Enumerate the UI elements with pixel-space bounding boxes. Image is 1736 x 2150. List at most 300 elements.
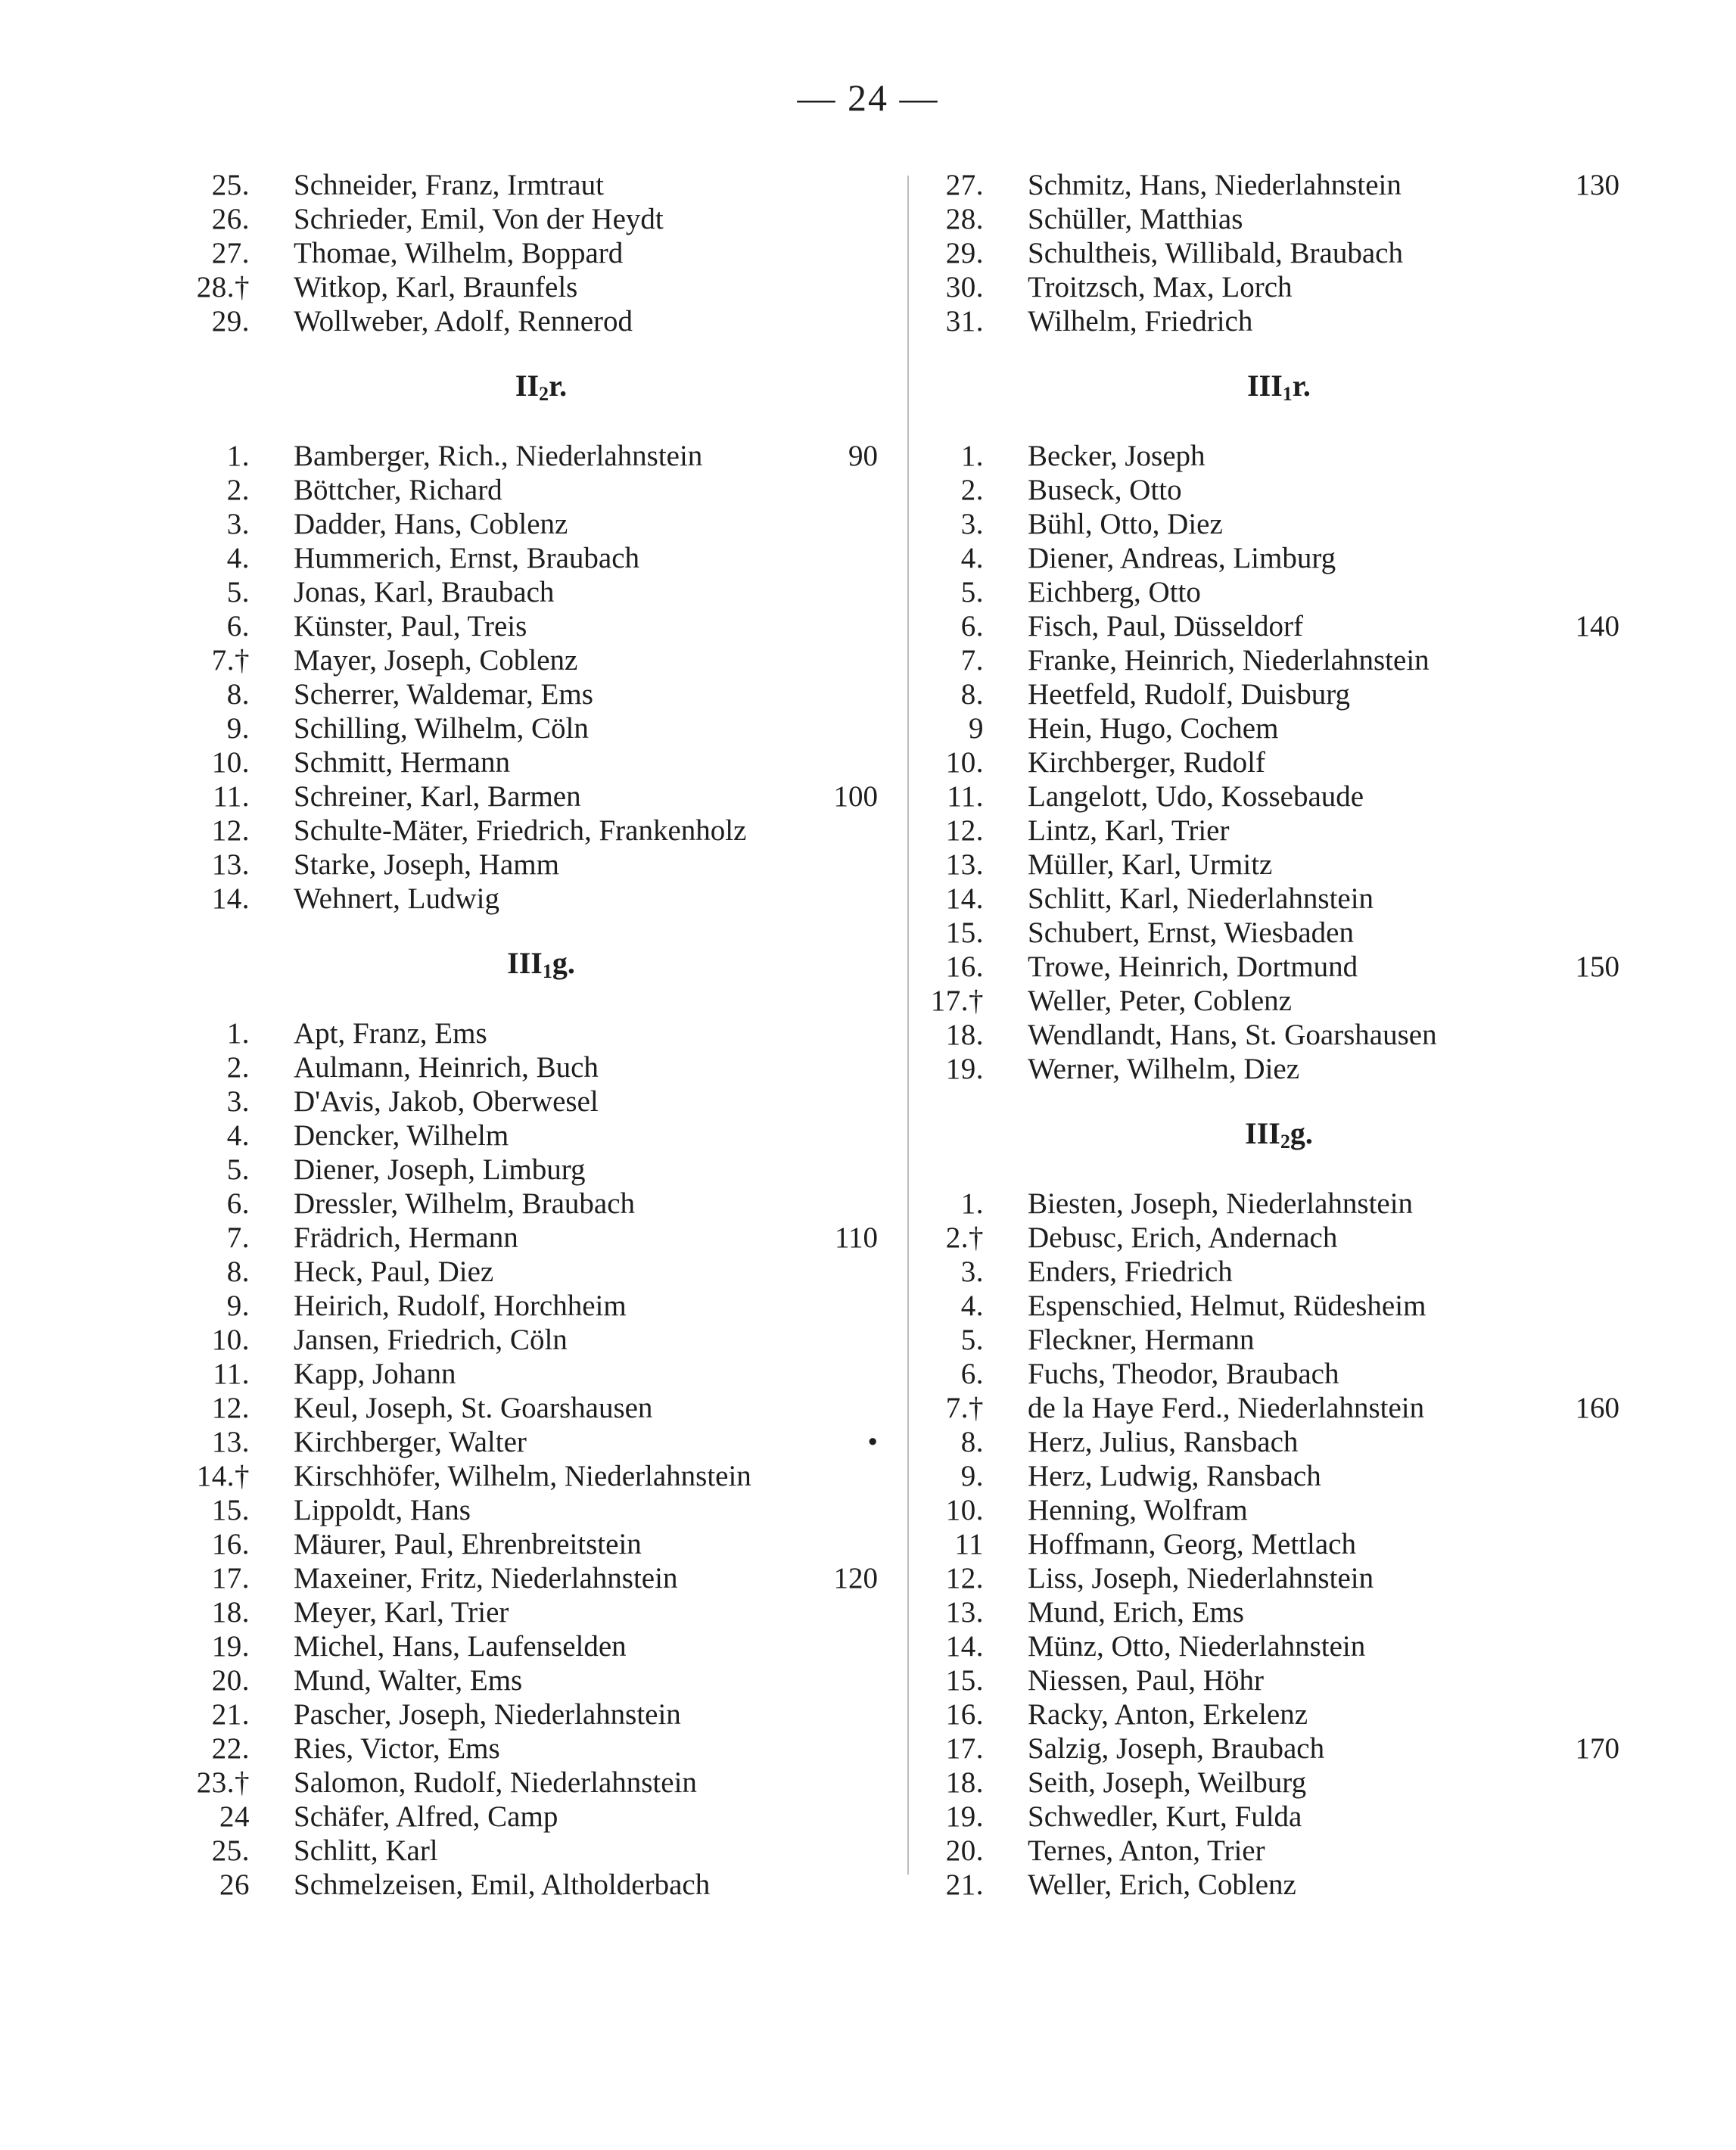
entry-number: 3. (226, 508, 250, 540)
entry-name: de la Haye Ferd., Niederlahnstein (1028, 1392, 1425, 1424)
entry-count: 90 (848, 440, 878, 472)
list-item (930, 984, 1619, 1018)
entry-name: Biesten, Joseph, Niederlahnstein (1028, 1187, 1414, 1220)
entry-name: Wollweber, Adolf, Rennerod (294, 305, 633, 338)
entry-name: Weller, Peter, Coblenz (1028, 985, 1292, 1017)
entry-number: 5. (226, 1153, 250, 1186)
list-item (938, 745, 1619, 779)
list-item (204, 1732, 878, 1766)
list-item (938, 609, 1619, 643)
entry-name: Pascher, Joseph, Niederlahnstein (294, 1698, 681, 1731)
list-item (204, 745, 878, 779)
list-item (938, 202, 1619, 236)
entry-number: 20. (945, 1834, 984, 1867)
class-heading-base: III (1247, 369, 1283, 403)
entry-name: Michel, Hans, Laufenselden (294, 1630, 627, 1663)
student-list (196, 168, 878, 338)
entry-number: 19. (945, 1053, 984, 1085)
list-item (938, 882, 1619, 916)
list-item (204, 1391, 878, 1425)
student-list (930, 439, 1619, 1086)
list-item (938, 1629, 1619, 1663)
list-item (938, 1018, 1619, 1052)
list-item (204, 1357, 878, 1391)
entry-number: 20. (211, 1664, 250, 1697)
list-item (204, 473, 878, 507)
entry-name: Werner, Wilhelm, Diez (1028, 1053, 1300, 1085)
entry-number: 17.† (930, 985, 984, 1017)
entry-number: 27. (211, 237, 250, 269)
entry-number: 18. (945, 1019, 984, 1051)
entry-count: 150 (1575, 951, 1619, 983)
entry-count: 100 (833, 780, 878, 813)
list-item (938, 1561, 1619, 1595)
list-item (204, 304, 878, 338)
entry-number: 29. (211, 305, 250, 338)
entry-number: 15. (945, 1664, 984, 1697)
list-item (196, 1459, 878, 1493)
entry-name: Espenschied, Helmut, Rüdesheim (1028, 1290, 1426, 1322)
entry-number: 1. (226, 440, 250, 472)
entry-number: 14. (945, 882, 984, 915)
entry-number: 12. (211, 814, 250, 847)
list-item (938, 1595, 1619, 1629)
list-item (938, 1766, 1619, 1800)
list-item (938, 575, 1619, 609)
entry-name: Debusc, Erich, Andernach (1028, 1221, 1338, 1254)
entry-name: Mund, Erich, Ems (1028, 1596, 1244, 1629)
entry-name: Herz, Julius, Ransbach (1028, 1426, 1299, 1458)
class-heading-subscript: 1 (542, 960, 552, 982)
list-item (204, 848, 878, 882)
entry-name: Dadder, Hans, Coblenz (294, 508, 568, 540)
entry-number: 17. (945, 1732, 984, 1765)
entry-name: Schilling, Wilhelm, Cöln (294, 712, 589, 745)
list-item (204, 779, 878, 814)
list-item (938, 541, 1619, 575)
entry-number: 19. (211, 1630, 250, 1663)
entry-number: 9. (226, 712, 250, 745)
entry-number: 14. (945, 1630, 984, 1663)
list-item (938, 643, 1619, 677)
entry-number: 16. (211, 1528, 250, 1560)
entry-name: Maxeiner, Fritz, Niederlahnstein (294, 1562, 678, 1595)
entry-number: 10. (211, 746, 250, 779)
entry-name: Müller, Karl, Urmitz (1028, 848, 1273, 881)
entry-count: 160 (1575, 1392, 1619, 1424)
list-item (938, 1732, 1619, 1766)
list-item (204, 677, 878, 711)
class-heading-suffix: r. (549, 369, 568, 403)
list-item (938, 711, 1619, 745)
list-item (938, 1527, 1619, 1561)
entry-name: Frädrich, Hermann (294, 1221, 518, 1254)
entry-name: Münz, Otto, Niederlahnstein (1028, 1630, 1366, 1663)
entry-name: Enders, Friedrich (1028, 1255, 1233, 1288)
entry-number: 22. (211, 1732, 250, 1765)
entry-number: 6. (960, 1358, 984, 1390)
list-item (204, 1425, 878, 1459)
list-item (938, 1834, 1619, 1868)
entry-number: 3. (226, 1085, 250, 1118)
entry-number: 26. (211, 203, 250, 235)
entry-count: • (867, 1426, 878, 1458)
entry-name: Starke, Joseph, Hamm (294, 848, 559, 881)
entry-name: Meyer, Karl, Trier (294, 1596, 509, 1629)
entry-number: 12. (211, 1392, 250, 1424)
list-item (204, 1697, 878, 1732)
list-item (938, 1187, 1619, 1221)
entry-name: Franke, Heinrich, Niederlahnstein (1028, 644, 1430, 677)
list-item (938, 848, 1619, 882)
class-heading (204, 946, 878, 980)
entry-name: Bamberger, Rich., Niederlahnstein (294, 440, 703, 472)
entry-name: D'Avis, Jakob, Oberwesel (294, 1085, 599, 1118)
list-item (204, 1255, 878, 1289)
entry-number: 18. (945, 1766, 984, 1799)
entry-name: Salzig, Joseph, Braubach (1028, 1732, 1325, 1765)
list-item (204, 1323, 878, 1357)
list-item (204, 1527, 878, 1561)
entry-number: 1. (960, 1187, 984, 1220)
entry-name: Schulte-Mäter, Friedrich, Frankenholz (294, 814, 747, 847)
entry-number: 10. (211, 1324, 250, 1356)
list-item (938, 779, 1619, 814)
entry-name: Eichberg, Otto (1028, 576, 1201, 608)
entry-name: Henning, Wolfram (1028, 1494, 1248, 1526)
right-column (930, 168, 1619, 1902)
entry-name: Witkop, Karl, Braunfels (294, 271, 578, 303)
entry-name: Schubert, Ernst, Wiesbaden (1028, 916, 1354, 949)
list-item (204, 236, 878, 270)
entry-number: 4. (226, 542, 250, 574)
entry-number: 7. (960, 644, 984, 677)
list-item (938, 1289, 1619, 1323)
list-item (938, 236, 1619, 270)
class-heading (938, 1116, 1619, 1153)
entry-number: 4. (226, 1119, 250, 1152)
entry-number: 11. (213, 1358, 250, 1390)
class-heading-base: II (515, 369, 540, 403)
list-item (938, 1391, 1619, 1425)
entry-number: 25. (211, 1834, 250, 1867)
entry-name: Hoffmann, Georg, Mettlach (1028, 1528, 1356, 1560)
entry-number: 8. (226, 1255, 250, 1288)
entry-number: 27. (945, 169, 984, 201)
entry-number: 19. (945, 1800, 984, 1833)
entry-number: 13. (211, 848, 250, 881)
left-column (196, 168, 878, 1902)
list-item (938, 1425, 1619, 1459)
entry-number: 5. (226, 576, 250, 608)
entry-name: Bühl, Otto, Diez (1028, 508, 1223, 540)
entry-name: Jonas, Karl, Braubach (294, 576, 555, 608)
entry-number: 16. (945, 951, 984, 983)
list-item (204, 1187, 878, 1221)
entry-number: 8. (960, 678, 984, 711)
entry-number: 12. (945, 814, 984, 847)
entry-name: Apt, Franz, Ems (294, 1017, 487, 1050)
list-item (938, 507, 1619, 541)
entry-number: 31. (945, 305, 984, 338)
entry-name: Schlitt, Karl (294, 1834, 438, 1867)
entry-name: Künster, Paul, Treis (294, 610, 527, 643)
entry-number: 17. (211, 1562, 250, 1595)
entry-number: 16. (945, 1698, 984, 1731)
entry-name: Hummerich, Ernst, Braubach (294, 542, 640, 574)
list-item (938, 1663, 1619, 1697)
entry-number: 15. (945, 916, 984, 949)
entry-number: 9 (969, 712, 984, 745)
list-item (938, 677, 1619, 711)
list-item (204, 1493, 878, 1527)
entry-name: Wilhelm, Friedrich (1028, 305, 1253, 338)
list-item (938, 168, 1619, 202)
entry-number: 9. (226, 1290, 250, 1322)
entry-name: Weller, Erich, Coblenz (1028, 1868, 1296, 1901)
entry-name: Dencker, Wilhelm (294, 1119, 509, 1152)
entry-number: 29. (945, 237, 984, 269)
column-divider (907, 176, 909, 1875)
list-item (938, 304, 1619, 338)
entry-name: Hein, Hugo, Cochem (1028, 712, 1279, 745)
entry-number: 15. (211, 1494, 250, 1526)
entry-name: Fisch, Paul, Düsseldorf (1028, 610, 1303, 643)
list-item (938, 1255, 1619, 1289)
entry-name: Kirchberger, Walter (294, 1426, 527, 1458)
entry-number: 8. (960, 1426, 984, 1458)
list-item (204, 507, 878, 541)
entry-name: Scherrer, Waldemar, Ems (294, 678, 593, 711)
entry-number: 25. (211, 169, 250, 201)
entry-number: 21. (211, 1698, 250, 1731)
student-list (938, 1187, 1619, 1902)
entry-name: Schultheis, Willibald, Braubach (1028, 237, 1403, 269)
entry-name: Schrieder, Emil, Von der Heydt (294, 203, 664, 235)
list-item (204, 541, 878, 575)
list-item (204, 1289, 878, 1323)
entry-name: Fleckner, Hermann (1028, 1324, 1255, 1356)
list-item (204, 1119, 878, 1153)
list-item (938, 473, 1619, 507)
entry-count: 110 (834, 1221, 878, 1254)
list-item (204, 643, 878, 677)
list-item (938, 1459, 1619, 1493)
list-item (204, 1629, 878, 1663)
entry-name: Kirschhöfer, Wilhelm, Niederlahnstein (294, 1460, 751, 1492)
list-item (938, 814, 1619, 848)
entry-number: 6. (960, 610, 984, 643)
entry-name: Schwedler, Kurt, Fulda (1028, 1800, 1302, 1833)
entry-number: 11. (947, 780, 984, 813)
entry-number: 23.† (196, 1766, 250, 1799)
entry-name: Jansen, Friedrich, Cöln (294, 1324, 568, 1356)
entry-number: 14.† (196, 1460, 250, 1492)
entry-number: 9. (960, 1460, 984, 1492)
entry-number: 6. (226, 610, 250, 643)
list-item (938, 1221, 1619, 1255)
entry-number: 13. (211, 1426, 250, 1458)
entry-name: Seith, Joseph, Weilburg (1028, 1766, 1307, 1799)
entry-number: 1. (226, 1017, 250, 1050)
entry-number: 5. (960, 1324, 984, 1356)
entry-name: Kirchberger, Rudolf (1028, 746, 1265, 779)
entry-name: Ries, Victor, Ems (294, 1732, 500, 1765)
entry-number: 13. (945, 848, 984, 881)
entry-name: Diener, Andreas, Limburg (1028, 542, 1336, 574)
list-item (938, 1493, 1619, 1527)
list-item (204, 202, 878, 236)
entry-name: Dressler, Wilhelm, Braubach (294, 1187, 636, 1220)
list-item (938, 950, 1619, 984)
entry-number: 8. (226, 678, 250, 711)
entry-name: Troitzsch, Max, Lorch (1028, 271, 1293, 303)
entry-number: 11. (213, 780, 250, 813)
entry-name: Schmitz, Hans, Niederlahnstein (1028, 169, 1402, 201)
entry-number: 5. (960, 576, 984, 608)
class-heading-subscript: 2 (539, 383, 549, 405)
entry-name: Langelott, Udo, Kossebaude (1028, 780, 1364, 813)
entry-number: 18. (211, 1596, 250, 1629)
list-item (938, 1697, 1619, 1732)
entry-number: 7.† (211, 644, 250, 677)
student-list (196, 1016, 878, 1902)
entry-number: 30. (945, 271, 984, 303)
entry-name: Mayer, Joseph, Coblenz (294, 644, 578, 677)
entry-name: Thomae, Wilhelm, Boppard (294, 237, 624, 269)
list-item (204, 1050, 878, 1084)
class-heading (938, 369, 1619, 403)
list-item (938, 1323, 1619, 1357)
entry-name: Buseck, Otto (1028, 474, 1182, 506)
page-number: — 24 — (797, 76, 939, 119)
entry-name: Kapp, Johann (294, 1358, 456, 1390)
entry-name: Trowe, Heinrich, Dortmund (1028, 951, 1358, 983)
entry-number: 28.† (196, 271, 250, 303)
entry-name: Heirich, Rudolf, Horchheim (294, 1290, 627, 1322)
student-list (204, 439, 878, 916)
list-item (204, 1800, 878, 1834)
list-item (204, 1595, 878, 1629)
entry-name: Lintz, Karl, Trier (1028, 814, 1230, 847)
entry-number: 3. (960, 1255, 984, 1288)
list-item (204, 814, 878, 848)
list-item (204, 882, 878, 916)
class-heading-suffix: g. (552, 946, 575, 980)
entry-name: Schmitt, Hermann (294, 746, 510, 779)
entry-name: Herz, Ludwig, Ransbach (1028, 1460, 1321, 1492)
entry-name: Wehnert, Ludwig (294, 882, 499, 915)
entry-number: 1. (960, 440, 984, 472)
list-item (204, 1868, 878, 1902)
entry-number: 24 (219, 1800, 250, 1833)
entry-number: 28. (945, 203, 984, 235)
class-heading (204, 369, 878, 403)
class-heading-subscript: 1 (1282, 383, 1293, 405)
list-item (938, 270, 1619, 304)
entry-number: 2.† (945, 1221, 984, 1254)
entry-number: 26 (219, 1868, 250, 1901)
list-item (204, 711, 878, 745)
entry-number: 2. (226, 1051, 250, 1084)
entry-number: 4. (960, 1290, 984, 1322)
entry-count: 140 (1575, 610, 1619, 643)
entry-name: Diener, Joseph, Limburg (294, 1153, 586, 1186)
list-item (204, 1016, 878, 1050)
entry-count: 120 (833, 1562, 878, 1595)
list-item (938, 1800, 1619, 1834)
list-item (938, 439, 1619, 473)
entry-name: Schreiner, Karl, Barmen (294, 780, 581, 813)
entry-number: 6. (226, 1187, 250, 1220)
entry-name: Fuchs, Theodor, Braubach (1028, 1358, 1339, 1390)
entry-name: Schäfer, Alfred, Camp (294, 1800, 558, 1833)
entry-name: Heck, Paul, Diez (294, 1255, 494, 1288)
list-item (204, 168, 878, 202)
entry-name: Schlitt, Karl, Niederlahnstein (1028, 882, 1374, 915)
entry-name: Aulmann, Heinrich, Buch (294, 1051, 599, 1084)
entry-name: Becker, Joseph (1028, 440, 1206, 472)
entry-name: Mund, Walter, Ems (294, 1664, 523, 1697)
entry-number: 3. (960, 508, 984, 540)
entry-name: Wendlandt, Hans, St. Goarshausen (1028, 1019, 1437, 1051)
class-heading-base: III (507, 946, 543, 980)
list-item (204, 1221, 878, 1255)
list-item (204, 609, 878, 643)
entry-number: 12. (945, 1562, 984, 1595)
list-item (204, 1663, 878, 1697)
entry-name: Keul, Joseph, St. Goarshausen (294, 1392, 653, 1424)
entry-number: 14. (211, 882, 250, 915)
entry-name: Lippoldt, Hans (294, 1494, 471, 1526)
entry-name: Schüller, Matthias (1028, 203, 1243, 235)
list-item (204, 1834, 878, 1868)
entry-count: 130 (1575, 169, 1619, 201)
entry-number: 13. (945, 1596, 984, 1629)
entry-name: Ternes, Anton, Trier (1028, 1834, 1265, 1867)
entry-number: 2. (960, 474, 984, 506)
list-item (204, 1561, 878, 1595)
entry-number: 10. (945, 746, 984, 779)
list-item (196, 1766, 878, 1800)
entry-number: 2. (226, 474, 250, 506)
entry-name: Liss, Joseph, Niederlahnstein (1028, 1562, 1374, 1595)
entry-number: 11 (954, 1528, 984, 1560)
class-heading-base: III (1245, 1116, 1280, 1150)
class-heading-suffix: r. (1292, 369, 1311, 403)
entry-number: 4. (960, 542, 984, 574)
entry-name: Racky, Anton, Erkelenz (1028, 1698, 1308, 1731)
student-list (938, 168, 1619, 338)
list-item (938, 1357, 1619, 1391)
entry-name: Mäurer, Paul, Ehrenbreitstein (294, 1528, 642, 1560)
entry-number: 10. (945, 1494, 984, 1526)
entry-name: Salomon, Rudolf, Niederlahnstein (294, 1766, 697, 1799)
entry-number: 21. (945, 1868, 984, 1901)
list-item (204, 439, 878, 473)
list-item (196, 270, 878, 304)
list-item (938, 916, 1619, 950)
list-item (204, 1084, 878, 1119)
entry-name: Schmelzeisen, Emil, Altholderbach (294, 1868, 711, 1901)
list-item (938, 1052, 1619, 1086)
entry-number: 7.† (945, 1392, 984, 1424)
list-item (204, 1153, 878, 1187)
entry-count: 170 (1575, 1732, 1619, 1765)
entry-number: 7. (226, 1221, 250, 1254)
list-item (204, 575, 878, 609)
entry-name: Niessen, Paul, Höhr (1028, 1664, 1264, 1697)
